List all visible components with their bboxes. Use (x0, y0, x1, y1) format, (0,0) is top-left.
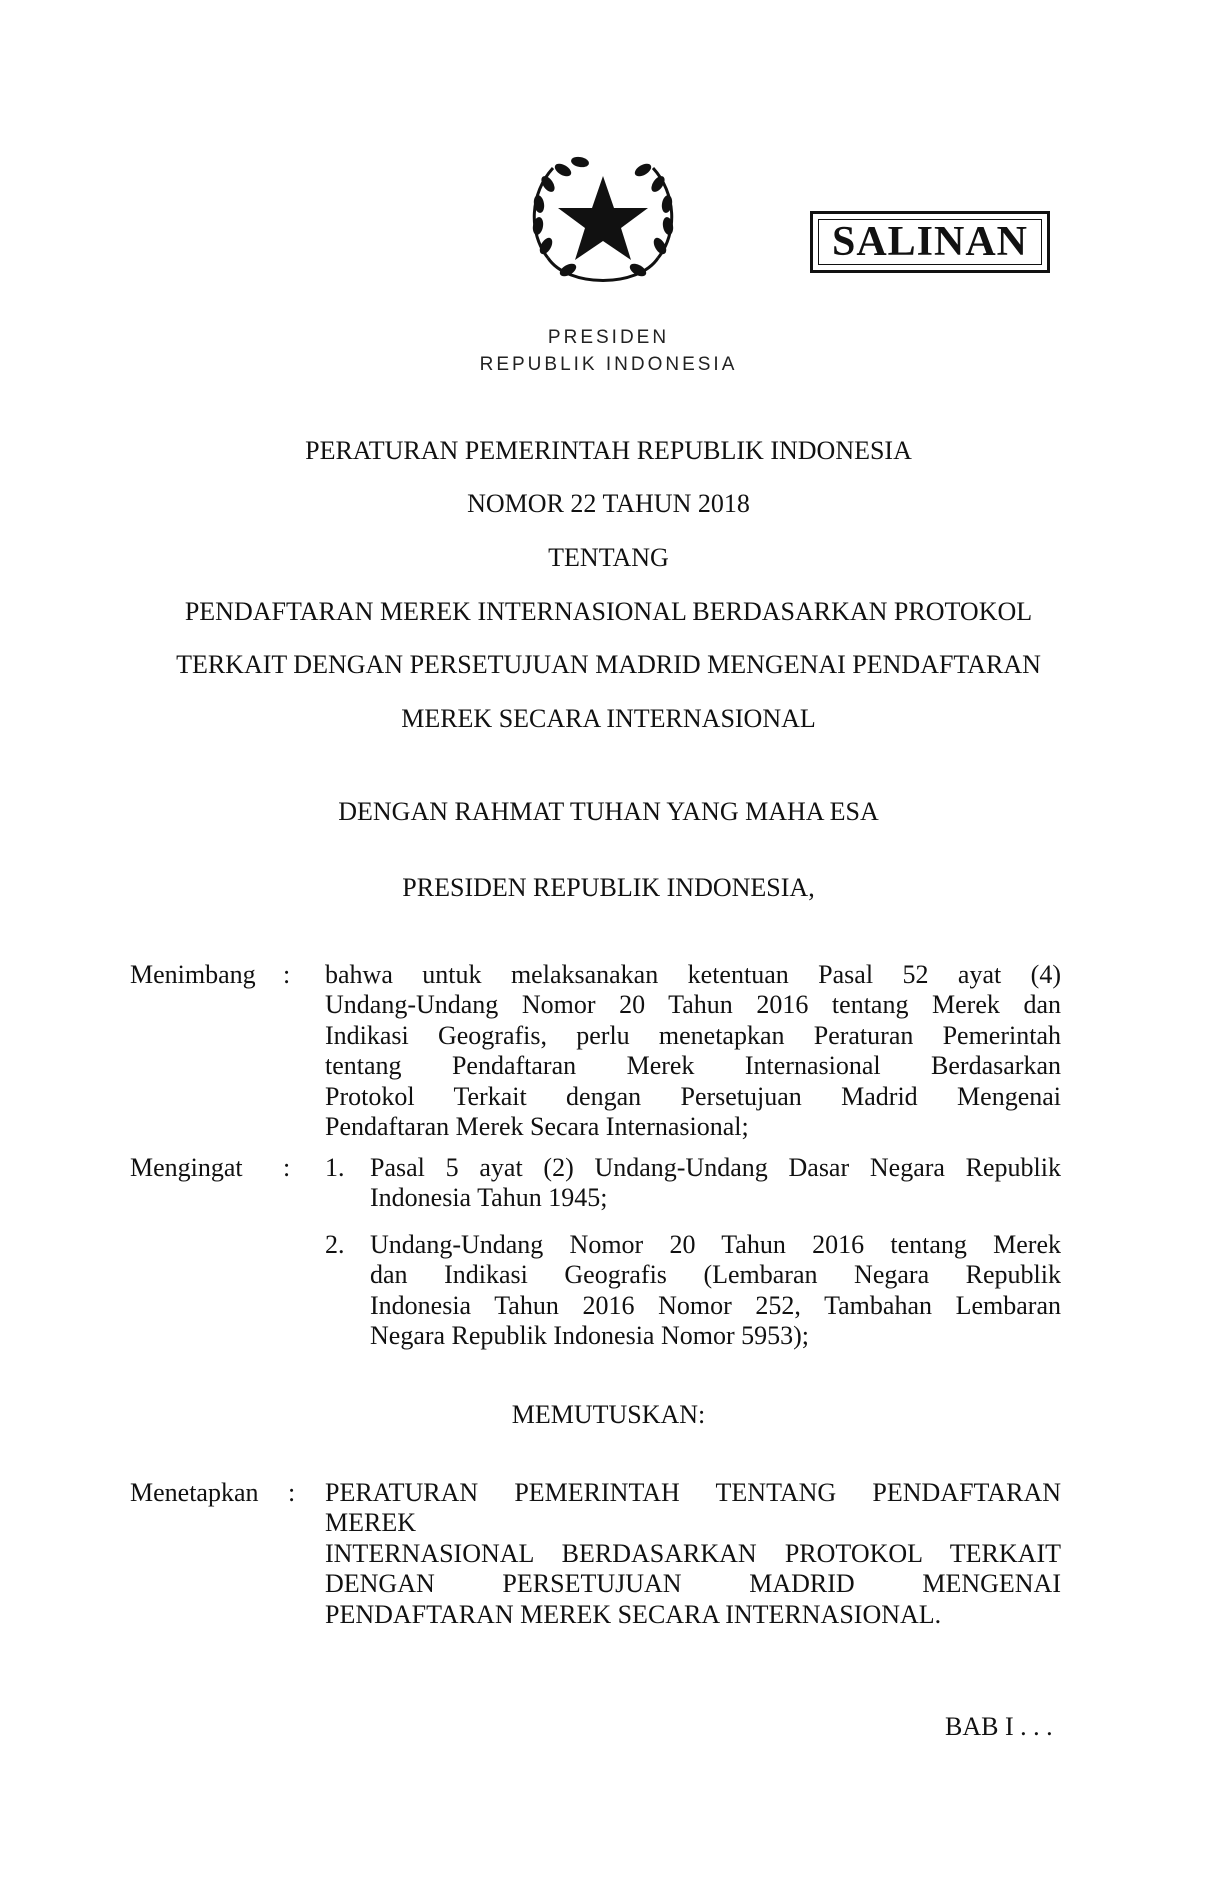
menetapkan-colon: : (288, 1478, 296, 1507)
menetapkan-text (325, 1478, 1061, 1630)
garuda-star-emblem-icon (508, 138, 698, 308)
list-item-number: 2. (325, 1230, 345, 1259)
text-line: Pendaftaran Merek Secara Internasional; (325, 1112, 749, 1142)
salinan-stamp (810, 211, 1050, 273)
text-line: Indikasi Geografis, perlu menetapkan Peraturan Pemerintah (325, 1020, 1061, 1050)
menimbang-text (325, 960, 1061, 1142)
mengingat-label: Mengingat (130, 1153, 243, 1182)
emblem-caption-line2: REPUBLIK INDONESIA (479, 354, 738, 375)
salinan-label: SALINAN (831, 219, 1029, 265)
continuation-marker: BAB I . . . (945, 1712, 1053, 1741)
text-line: Protokol Terkait dengan Persetujuan Madrid Mengenai (325, 1081, 1061, 1111)
list-item (370, 1153, 1061, 1214)
text-line: Negara Republik Indonesia Nomor 5953); (370, 1321, 810, 1351)
subject-line: TERKAIT DENGAN PERSETUJUAN MADRID MENGENAI PENDAFTARAN (176, 650, 1041, 679)
text-line: INTERNASIONAL BERDASARKAN PROTOKOL TERKAIT (325, 1538, 1061, 1568)
text-line: dan Indikasi Geografis (Lembaran Negara Republik (370, 1260, 1061, 1290)
text-line: Indonesia Tahun 2016 Nomor 252, Tambahan Lembaran (370, 1290, 1061, 1320)
menimbang-label: Menimbang (130, 960, 256, 989)
text-line: PERATURAN PEMERINTAH TENTANG PENDAFTARAN MEREK (325, 1478, 1061, 1538)
text-line: DENGAN PERSETUJUAN MADRID MENGENAI (325, 1569, 1061, 1599)
menetapkan-label: Menetapkan (130, 1478, 259, 1507)
text-line: Undang-Undang Nomor 20 Tahun 2016 tentang Merek (370, 1230, 1061, 1259)
list-item (370, 1230, 1061, 1352)
memutuskan-heading: MEMUTUSKAN: (511, 1400, 706, 1429)
menimbang-colon: : (283, 960, 291, 989)
regulation-number: NOMOR 22 TAHUN 2018 (467, 489, 750, 518)
emblem-caption-line1: PRESIDEN (547, 327, 670, 348)
list-item-number: 1. (325, 1153, 345, 1182)
regulation-about: TENTANG (548, 543, 669, 572)
issuer: PRESIDEN REPUBLIK INDONESIA, (402, 873, 815, 902)
text-line: Indonesia Tahun 1945; (370, 1183, 608, 1213)
text-line: bahwa untuk melaksanakan ketentuan Pasal 52 ayat (4) (325, 960, 1061, 989)
subject-line: MEREK SECARA INTERNASIONAL (401, 704, 816, 733)
text-line: PENDAFTARAN MEREK SECARA INTERNASIONAL. (325, 1599, 942, 1629)
text-line: Undang-Undang Nomor 20 Tahun 2016 tentang Merek dan (325, 990, 1061, 1020)
text-line: tentang Pendaftaran Merek Internasional Berdasarkan (325, 1051, 1061, 1081)
regulation-title: PERATURAN PEMERINTAH REPUBLIK INDONESIA (305, 436, 912, 465)
text-line: Pasal 5 ayat (2) Undang-Undang Dasar Negara Republik (370, 1153, 1061, 1182)
subject-line: PENDAFTARAN MEREK INTERNASIONAL BERDASARKAN PROTOKOL (184, 597, 1033, 626)
mengingat-colon: : (283, 1153, 291, 1182)
invocation: DENGAN RAHMAT TUHAN YANG MAHA ESA (338, 797, 879, 826)
